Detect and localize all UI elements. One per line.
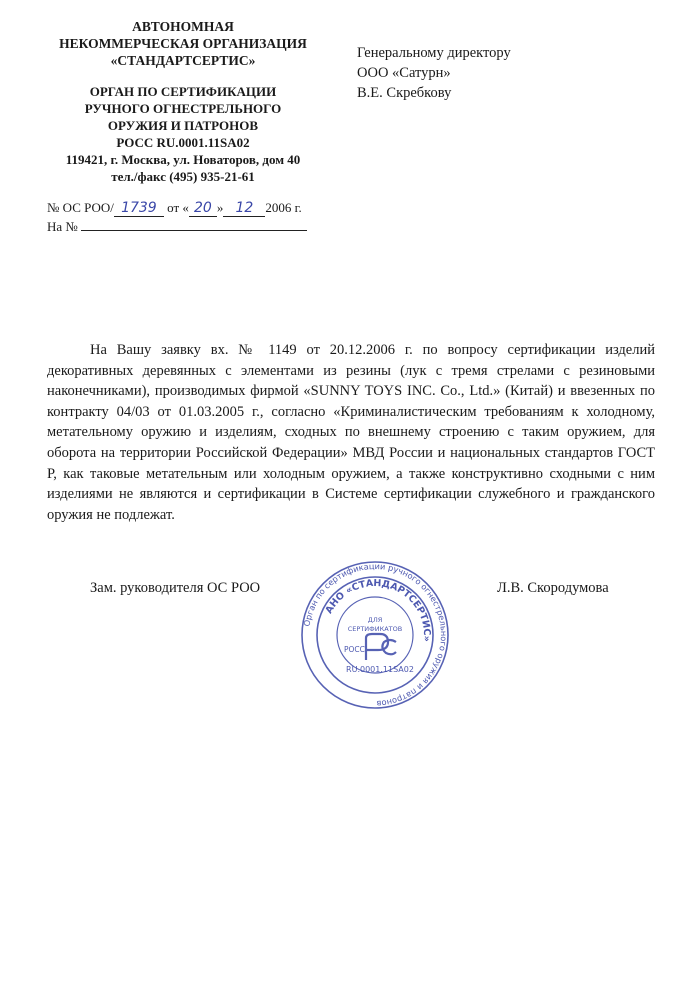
date-from-label: от « [167, 200, 189, 215]
org-name-line-3: «СТАНДАРТСЕРТИС» [110, 53, 256, 68]
cert-body-line-2: РУЧНОГО ОГНЕСТРЕЛЬНОГО [84, 101, 282, 116]
addressee-name: В.Е. Скребкову [357, 85, 452, 101]
org-address: 119421, г. Москва, ул. Новаторов, дом 40 [65, 152, 301, 167]
incoming-number-line [47, 217, 307, 235]
date-quote: » [216, 200, 224, 215]
stamp-bottom-text: RU.0001.11SA02 [346, 665, 414, 674]
addressee-company: ООО «Сатурн» [357, 65, 451, 81]
date-day-handwritten: 20 [189, 201, 217, 217]
stamp-emblem [366, 634, 396, 660]
stamp-inner-text: АНО «СТАНДАРТСЕРТИС» [323, 577, 433, 643]
official-stamp [300, 560, 450, 710]
addressee-block [357, 43, 511, 103]
outgoing-number-line [47, 199, 307, 217]
signatory-name: Л.В. Скородумова [497, 580, 609, 596]
date-year: 2006 г. [265, 200, 302, 215]
stamp-left-text: РОСС [344, 645, 365, 654]
incoming-number-blank [81, 217, 307, 231]
stamp-center-top: ДЛЯ [367, 616, 383, 624]
letter-body: На Вашу заявку вх. № 1149 от 20.12.2006 г. по вопросу сертификации изделий декоративных деревянных с элементами из резины (лук с тремя стрелами с резиновыми наконечниками), производимых фирмой «SUNNY TOYS INC. Co., Ltd.» (Китай) и ввезенных по контракту 04/03 от 01.03.2005 г., согласно «Криминалистическим требованиям к холодному, метательному оружию и изделиям, сходных по внешнему строению с таким оружием, для оборота на территории Российской Федерации» МВД России и национальных стандартов ГОСТ Р, как таковые метательным или холодным оружием, а также конструктивно сходными с ним изделиями не являются и сертификации в Системе сертификации служебного и гражданского оружия не подлежат. [47, 342, 655, 523]
org-phone: тел./факс (495) 935-21-61 [111, 169, 255, 184]
reference-block [47, 199, 307, 235]
cert-body-line-1: ОРГАН ПО СЕРТИФИКАЦИИ [89, 84, 277, 99]
outgoing-number-handwritten: 1739 [114, 201, 164, 217]
registration-number: РОСС RU.0001.11SA02 [116, 135, 250, 150]
addressee-position: Генеральному директору [357, 45, 511, 61]
outgoing-number-prefix: № ОС РОО/ [47, 200, 114, 215]
cert-body-line-3: ОРУЖИЯ И ПАТРОНОВ [107, 118, 259, 133]
signatory-title: Зам. руководителя ОС РОО [90, 580, 261, 596]
date-month-handwritten: 12 [223, 201, 265, 217]
incoming-number-label: На № [47, 219, 78, 234]
org-name-line-1: АВТОНОМНАЯ [132, 19, 234, 34]
letterhead [28, 18, 338, 185]
org-name-line-2: НЕКОММЕРЧЕСКАЯ ОРГАНИЗАЦИЯ [59, 36, 307, 51]
stamp-outer-text: Орган по сертификации ручного огнестрельного оружия и патронов [301, 560, 450, 710]
stamp-center-mid: СЕРТИФИКАТОВ [347, 625, 403, 633]
